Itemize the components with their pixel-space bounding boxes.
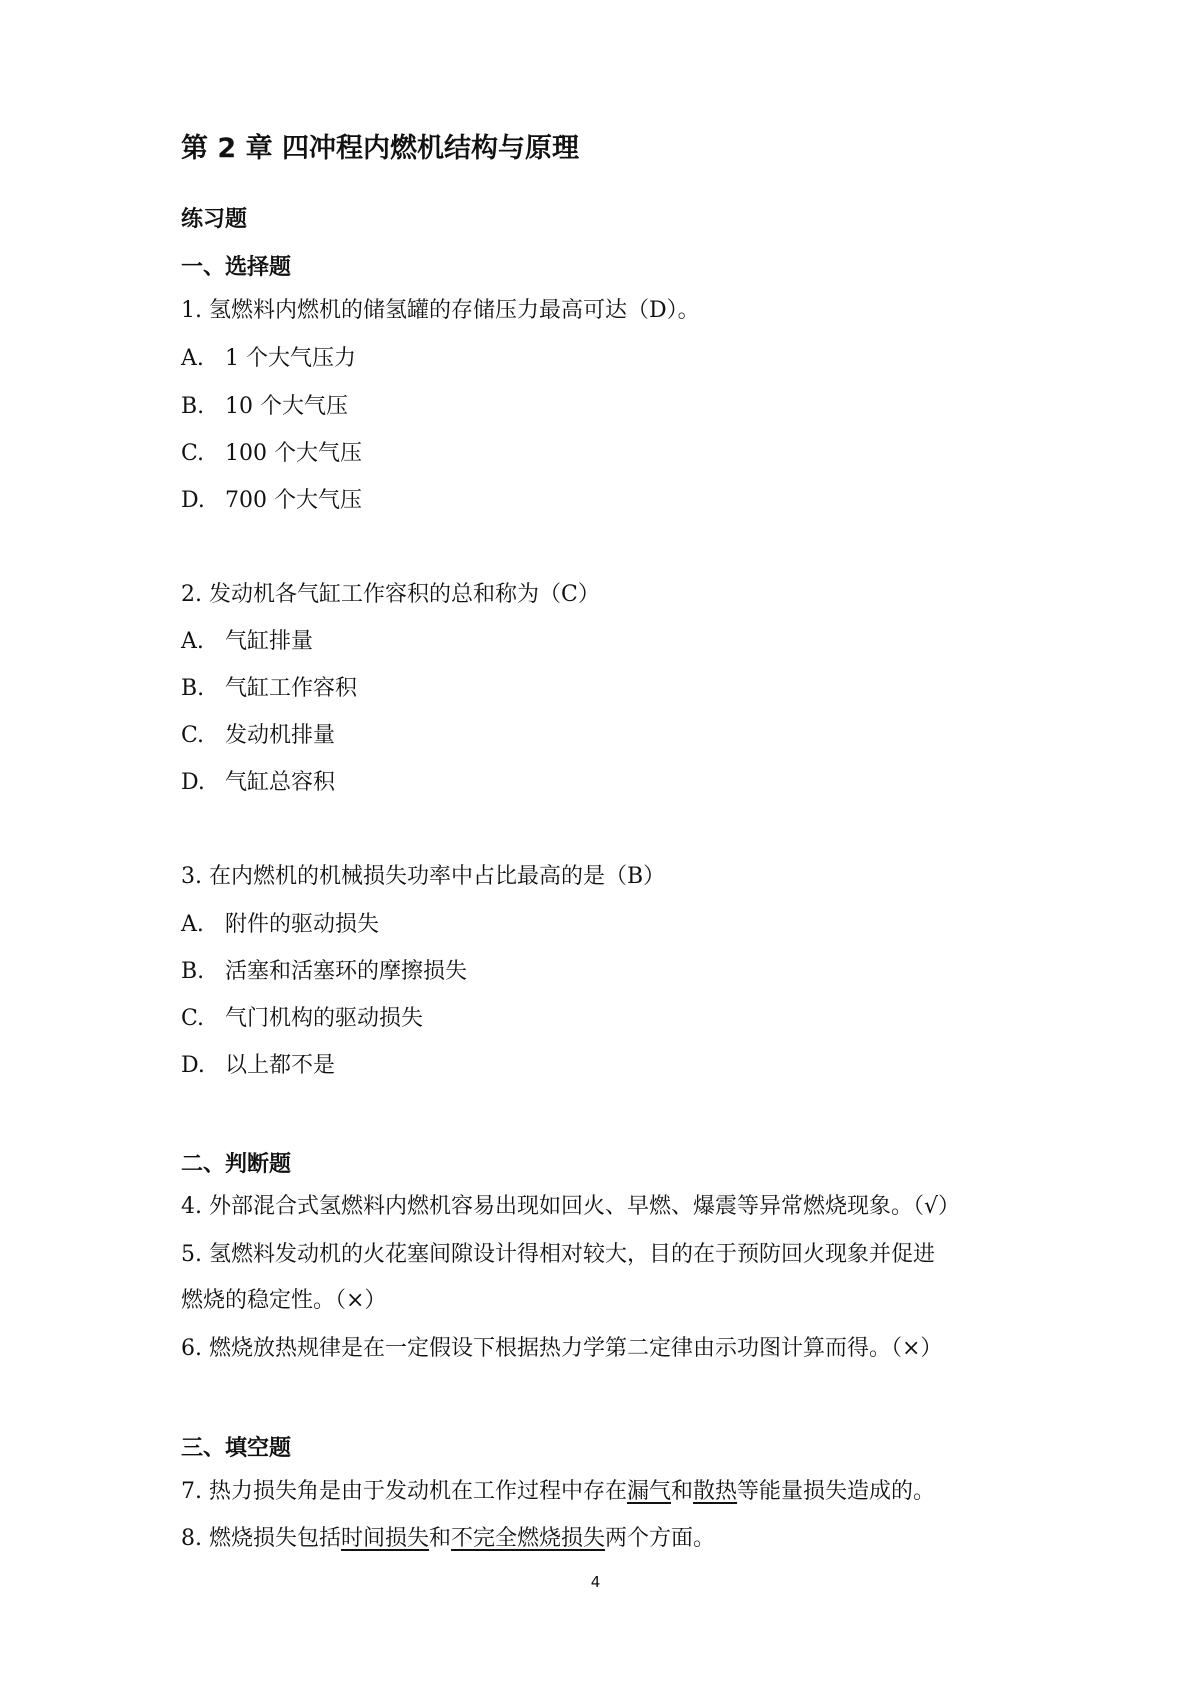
- question-8-blank-1: 时间损失: [340, 1526, 429, 1551]
- question-3-option-b: [181, 957, 467, 987]
- option-letter: A.: [181, 346, 204, 371]
- question-7-mid: 和: [671, 1479, 694, 1504]
- question-2-option-c: [181, 721, 335, 751]
- question-7-blank-2: 散热: [693, 1479, 738, 1504]
- question-8-mid: 和: [429, 1526, 452, 1551]
- question-1-text: 1. 氢燃料内燃机的储氢罐的存储压力最高可达（D）。: [181, 298, 700, 323]
- option-text: 气门机构的驱动损失: [225, 1006, 424, 1031]
- question-8-text: [181, 1524, 715, 1554]
- option-letter: D.: [181, 770, 205, 795]
- option-letter: C.: [181, 1006, 205, 1031]
- option-text: 气缸工作容积: [225, 676, 358, 701]
- question-8-suffix: 两个方面。: [605, 1526, 716, 1551]
- question-7-blank-1: 漏气: [627, 1479, 672, 1504]
- option-text: 1 个大气压力: [225, 346, 356, 371]
- question-2-text: 2. 发动机各气缸工作容积的总和称为（C）: [181, 582, 600, 607]
- option-text: 活塞和活塞环的摩擦损失: [225, 959, 468, 984]
- option-text: 气缸总容积: [225, 770, 336, 795]
- question-4-text: 4. 外部混合式氢燃料内燃机容易出现如回火、早燃、爆震等异常燃烧现象。（√）: [181, 1194, 961, 1219]
- question-3-option-d: [181, 1051, 335, 1081]
- section-heading-choice: 一、选择题: [181, 255, 292, 280]
- option-letter: A.: [181, 912, 204, 937]
- question-2-option-a: [181, 627, 313, 657]
- question-3-option-c: [181, 1004, 423, 1034]
- option-letter: B.: [181, 959, 205, 984]
- chapter-title: 第 2 章 四冲程内燃机结构与原理: [181, 133, 579, 164]
- option-text: 以上都不是: [225, 1053, 336, 1078]
- question-3-option-a: [181, 910, 379, 940]
- question-1-option-d: [181, 486, 362, 516]
- option-letter: C.: [181, 441, 205, 466]
- question-7-text: [181, 1477, 935, 1507]
- option-letter: B.: [181, 676, 205, 701]
- section-heading-fill-blank: 三、填空题: [181, 1436, 292, 1461]
- option-text: 100 个大气压: [225, 441, 362, 466]
- question-2-option-b: [181, 674, 357, 704]
- page-number: 4: [590, 1573, 601, 1591]
- option-text: 10 个大气压: [225, 394, 348, 419]
- question-3-text: 3. 在内燃机的机械损失功率中占比最高的是（B）: [181, 864, 666, 889]
- question-8-blank-2: 不完全燃烧损失: [451, 1526, 606, 1551]
- question-1-option-b: [181, 392, 348, 422]
- option-letter: D.: [181, 1053, 205, 1078]
- option-letter: A.: [181, 629, 204, 654]
- exercise-heading: 练习题: [181, 207, 248, 232]
- question-7-prefix: 7. 热力损失角是由于发动机在工作过程中存在: [181, 1479, 627, 1504]
- question-1-option-c: [181, 439, 362, 469]
- option-text: 700 个大气压: [225, 488, 362, 513]
- question-8-prefix: 8. 燃烧损失包括: [181, 1526, 341, 1551]
- option-letter: D.: [181, 488, 205, 513]
- option-text: 气缸排量: [225, 629, 314, 654]
- question-6-text: 6. 燃烧放热规律是在一定假设下根据热力学第二定律由示功图计算而得。（×）: [181, 1336, 943, 1361]
- option-letter: C.: [181, 723, 205, 748]
- question-2-option-d: [181, 768, 335, 798]
- question-5-text-line2: 燃烧的稳定性。（×）: [181, 1288, 387, 1313]
- option-letter: B.: [181, 394, 205, 419]
- section-heading-judgment: 二、判断题: [181, 1152, 292, 1177]
- option-text: 附件的驱动损失: [225, 912, 380, 937]
- question-5-text-line1: 5. 氢燃料发动机的火花塞间隙设计得相对较大，目的在于预防回火现象并促进: [181, 1242, 935, 1267]
- option-text: 发动机排量: [225, 723, 336, 748]
- question-7-suffix: 等能量损失造成的。: [737, 1479, 936, 1504]
- question-1-option-a: [181, 344, 356, 374]
